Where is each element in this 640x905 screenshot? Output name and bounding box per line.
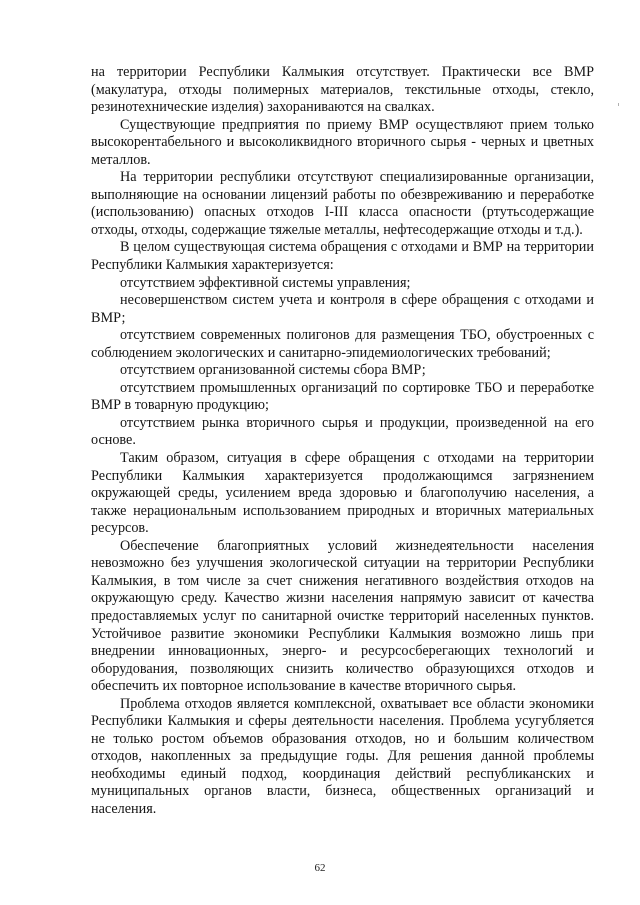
paragraph: отсутствием эффективной системы управления; bbox=[120, 274, 411, 291]
scan-edge-mark bbox=[618, 103, 619, 106]
paragraph: отсутствием современных полигонов для размещения ТБО, обустроенных с соблюдением экологических и санитарно-эпидемиологических требований; bbox=[91, 327, 594, 361]
paragraph: на территории Республики Калмыкия отсутствует. Практически все ВМР (макулатура, отходы полимерных материалов, текстильные отходы, стекло, резинотехнические изделия) захораниваются на свалках. bbox=[91, 64, 594, 116]
paragraph: В целом существующая система обращения с отходами и ВМР на территории Республики Калмыкия характеризуется: bbox=[91, 239, 594, 274]
paragraph: отсутствием организованной системы сбора ВМР; bbox=[120, 362, 426, 379]
paragraph: отсутствием промышленных организаций по сортировке ТБО и переработке ВМР в товарную продукцию; bbox=[91, 379, 594, 414]
paragraph: Обеспечение благоприятных условий жизнедеятельности населения невозможно без улучшения экологической ситуации на территории Республики Калмыкия, в том числе за счет снижения негативного воздействия отходов на окружающую среду. Качество жизни населения напрямую зависит от качества предоставляемых услуг по санитарной очистке территорий населенных пунктов. Устойчивое развитие экономики Республики Калмыкия возможно лишь при внедрении инновационных, энерго- и ресурсосберегающих технологий и оборудования, позволяющих снизить количество образующихся отходов и обеспечить их повторное использование в качестве вторичного сырья. bbox=[91, 537, 594, 695]
page-number: 62 bbox=[314, 862, 326, 874]
paragraph: Таким образом, ситуация в сфере обращения с отходами на территории Республики Калмыкия характеризуется продолжающимся загрязнением окружающей среды, усилением вреда здоровью и благополучию населения, а также нерациональным использованием природных и вторичных материальных ресурсов. bbox=[91, 450, 594, 537]
paragraph: несовершенством систем учета и контроля в сфере обращения с отходами и ВМР; bbox=[91, 292, 594, 326]
paragraph: Проблема отходов является комплексной, охватывает все области экономики Республики Калмыкия и сферы деятельности населения. Проблема усугубляется не только ростом объемов образования отходов, но и большим количеством отходов, накопленных за предыдущие годы. Для решения данной проблемы необходимы единый подход, координация действий республиканских и муниципальных органов власти, бизнеса, общественных организаций и населения. bbox=[91, 695, 594, 817]
paragraph: На территории республики отсутствуют специализированные организации, выполняющие на основании лицензий работы по обезвреживанию и переработке (использованию) опасных отходов I-III класса опасности (ртутьсодержащие отходы, отходы, содержащие тяжелые металлы, нефтесодержащие отходы и т.д.). bbox=[91, 169, 594, 238]
document-body bbox=[91, 64, 594, 819]
paragraph: отсутствием рынка вторичного сырья и продукции, произведенной на его основе. bbox=[91, 414, 594, 449]
paragraph: Существующие предприятия по приему ВМР осуществляют прием только высокорентабельного и высоколиквидного вторичного сырья - черных и цветных металлов. bbox=[91, 116, 594, 168]
